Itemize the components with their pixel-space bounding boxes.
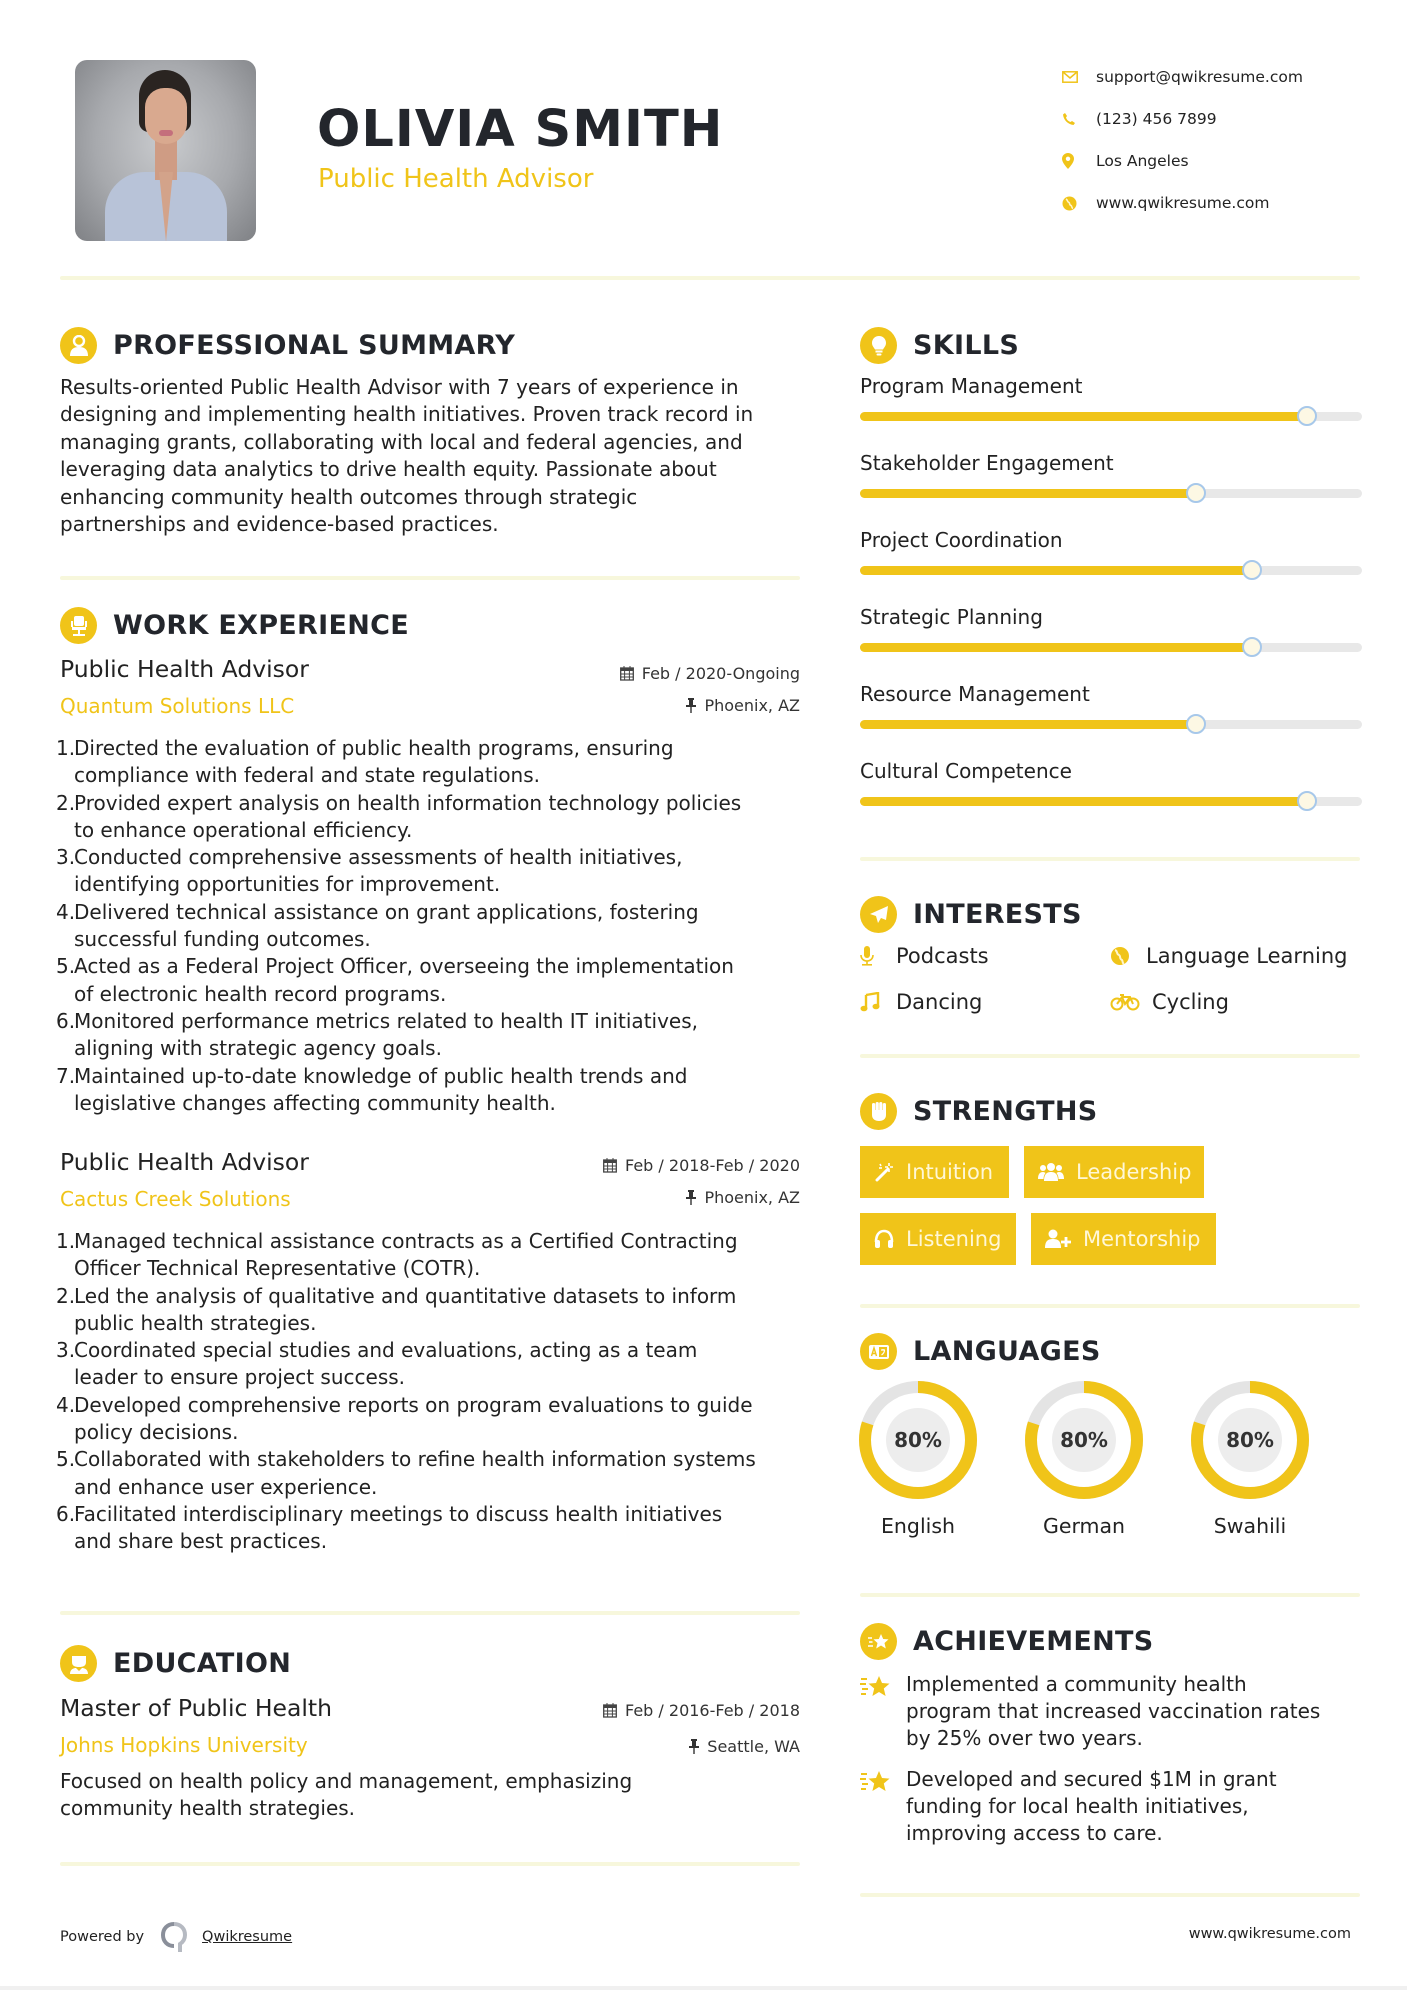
translate-icon — [860, 1333, 897, 1370]
skill-item — [860, 605, 1360, 629]
svg-text:80%: 80% — [894, 1428, 942, 1452]
skill-slider[interactable] — [860, 489, 1362, 498]
skill-label: Cultural Competence — [860, 759, 1072, 783]
duty-item: 2. Provided expert analysis on health information technology policies to enhance operational efficiency. — [56, 790, 742, 842]
achievements-divider — [860, 1893, 1360, 1897]
contact-email-text: support@qwikresume.com — [1096, 68, 1303, 86]
interest-item — [860, 944, 989, 968]
footer-website-link[interactable]: www.qwikresume.com — [1188, 1926, 1351, 1942]
duty-item: 6. Facilitated interdisciplinary meetings to discuss health initiatives and share best practices. — [56, 1501, 723, 1554]
interests-heading — [860, 896, 1082, 933]
language-label: Swahili — [1213, 1514, 1287, 1538]
job-duties — [56, 735, 816, 1117]
summary-title: PROFESSIONAL SUMMARY — [113, 330, 516, 361]
slider-thumb[interactable] — [1297, 406, 1317, 426]
profile-photo — [75, 60, 256, 241]
language-item — [1022, 1378, 1146, 1538]
calendar-icon — [620, 666, 634, 681]
users-icon — [1038, 1162, 1064, 1182]
map-marker-icon — [1060, 152, 1096, 170]
interest-label: Language Learning — [1146, 944, 1348, 968]
achievements-title: ACHIEVEMENTS — [913, 1626, 1154, 1657]
skill-slider[interactable] — [860, 412, 1362, 421]
interest-item — [1110, 944, 1347, 968]
strength-chip — [1031, 1213, 1216, 1265]
summary-line: designing and implementing health initiatives. Proven track record in — [60, 402, 754, 427]
duty-item: 5. Collaborated with stakeholders to refine health information systems and enhance user experience. — [56, 1447, 756, 1499]
language-item — [1188, 1378, 1312, 1538]
fist-icon — [860, 1093, 897, 1130]
summary-text — [60, 374, 820, 538]
job-dates-text: Feb / 2018-Feb / 2020 — [625, 1156, 800, 1175]
duty-item: 4. Delivered technical assistance on grant applications, fostering successful funding outcomes. — [56, 899, 699, 952]
strength-label: Mentorship — [1083, 1227, 1201, 1251]
shooting-star-icon — [860, 1671, 906, 1752]
page-bottom-edge — [0, 1986, 1407, 1990]
summary-line: leveraging data analytics to drive health equity. Passionate about — [60, 457, 717, 482]
education-location — [689, 1737, 800, 1756]
languages-divider — [860, 1593, 1360, 1597]
achievement-text: Developed and secured $1M in grant funding for local health initiatives, improving access to care. — [906, 1767, 1277, 1845]
summary-line: Results-oriented Public Health Advisor with 7 years of experience in — [60, 375, 739, 399]
powered-by — [60, 1921, 292, 1953]
languages-heading — [860, 1333, 1101, 1370]
job-company: Quantum Solutions LLC — [60, 694, 295, 718]
svg-text:80%: 80% — [1226, 1428, 1274, 1452]
envelope-icon — [1060, 68, 1096, 86]
skill-label: Project Coordination — [860, 528, 1063, 552]
skill-item — [860, 451, 1360, 475]
lightbulb-icon — [860, 327, 897, 364]
skills-title: SKILLS — [913, 330, 1020, 361]
interests-title: INTERESTS — [913, 899, 1082, 930]
globe-icon — [1060, 194, 1096, 212]
contact-phone-text: (123) 456 7899 — [1096, 110, 1217, 128]
job-dates — [603, 1156, 800, 1175]
achievements-heading — [860, 1623, 1154, 1660]
contact-info — [1060, 56, 1380, 224]
skill-slider[interactable] — [860, 720, 1362, 729]
candidate-title: Public Health Advisor — [318, 164, 594, 194]
job-location-text: Phoenix, AZ — [704, 1188, 800, 1207]
skill-item — [860, 759, 1360, 783]
strength-label: Intuition — [906, 1160, 994, 1184]
strength-chip — [860, 1213, 1016, 1265]
slider-thumb[interactable] — [1186, 714, 1206, 734]
skill-label: Stakeholder Engagement — [860, 451, 1114, 475]
job-title: Public Health Advisor — [60, 655, 309, 683]
achievement-item — [860, 1766, 1350, 1847]
strength-label: Listening — [906, 1227, 1002, 1251]
contact-location — [1060, 140, 1380, 182]
achievement-item — [860, 1671, 1350, 1752]
language-item — [856, 1378, 980, 1538]
job-location — [686, 696, 800, 715]
duty-item: 4. Developed comprehensive reports on program evaluations to guide policy decisions. — [56, 1392, 753, 1445]
interest-item — [860, 990, 982, 1014]
experience-heading — [60, 607, 409, 644]
summary-heading — [60, 327, 515, 364]
header-divider — [60, 276, 1360, 280]
duty-item: 1. Directed the evaluation of public health programs, ensuring compliance with federal and state regulations. — [56, 736, 674, 788]
education-dates-text: Feb / 2016-Feb / 2018 — [625, 1701, 800, 1720]
summary-divider — [60, 576, 800, 580]
experience-title: WORK EXPERIENCE — [113, 610, 409, 641]
strengths-heading — [860, 1093, 1098, 1130]
duty-item: 3. Conducted comprehensive assessments of health initiatives, identifying opportunities for improvement. — [56, 845, 683, 897]
graduate-icon — [60, 1645, 97, 1682]
contact-phone[interactable] — [1060, 98, 1380, 140]
education-description — [60, 1768, 800, 1823]
headphones-icon — [874, 1229, 894, 1249]
bicycle-icon — [1110, 993, 1146, 1011]
powered-by-label: Powered by — [60, 1929, 145, 1945]
language-label: German — [1042, 1514, 1126, 1538]
skill-item — [860, 528, 1360, 552]
skill-label: Program Management — [860, 374, 1083, 398]
duty-item: 2. Led the analysis of qualitative and quantitative datasets to inform public health strategies. — [56, 1283, 737, 1335]
duty-item: 6. Monitored performance metrics related to health IT initiatives, aligning with strategic agency goals. — [56, 1008, 699, 1061]
languages-title: LANGUAGES — [913, 1336, 1101, 1367]
skill-slider[interactable] — [860, 643, 1362, 652]
job-duties — [56, 1228, 816, 1556]
pushpin-icon — [686, 1190, 696, 1205]
calendar-icon — [603, 1158, 617, 1173]
language-ring-chart — [856, 1378, 980, 1502]
strengths-title: STRENGTHS — [913, 1096, 1098, 1127]
interest-label: Podcasts — [896, 944, 989, 968]
duty-item: 3. Coordinated special studies and evaluations, acting as a team leader to ensure project success. — [56, 1338, 698, 1390]
job-title: Public Health Advisor — [60, 1148, 309, 1176]
duty-item: 7. Maintained up-to-date knowledge of public health trends and legislative changes affecting community health. — [56, 1063, 688, 1115]
job-dates-text: Feb / 2020-Ongoing — [641, 664, 800, 683]
pushpin-icon — [686, 698, 696, 713]
strength-chip — [1024, 1146, 1204, 1198]
contact-website[interactable] — [1060, 182, 1380, 224]
education-line: Focused on health policy and management, emphasizing — [60, 1769, 633, 1793]
shooting-star-icon — [860, 1623, 897, 1660]
interests-divider — [860, 1054, 1360, 1058]
slider-thumb[interactable] — [1297, 791, 1317, 811]
contact-location-text: Los Angeles — [1096, 152, 1189, 170]
svg-text:80%: 80% — [1060, 1428, 1108, 1452]
paper-plane-icon — [860, 896, 897, 933]
strengths-divider — [860, 1304, 1360, 1308]
job-company: Cactus Creek Solutions — [60, 1187, 291, 1211]
globe-icon — [1110, 946, 1140, 966]
language-ring-chart — [1188, 1378, 1312, 1502]
skills-divider — [860, 857, 1360, 861]
summary-line: enhancing community health outcomes through strategic — [60, 484, 638, 509]
language-label: English — [880, 1514, 956, 1538]
strength-label: Leadership — [1076, 1160, 1192, 1184]
education-line: community health strategies. — [60, 1796, 356, 1821]
skill-item — [860, 682, 1360, 706]
candidate-name: OLIVIA SMITH — [317, 100, 724, 159]
duty-item: 1. Managed technical assistance contracts as a Certified Contracting Officer Technical Representative (COTR). — [56, 1229, 738, 1281]
phone-icon — [1060, 110, 1096, 128]
slider-thumb[interactable] — [1186, 483, 1206, 503]
qwikresume-link[interactable]: Qwikresume — [202, 1929, 293, 1945]
slider-thumb[interactable] — [1242, 637, 1262, 657]
job-location-text: Phoenix, AZ — [704, 696, 800, 715]
skill-slider[interactable] — [860, 797, 1362, 806]
user-icon — [60, 327, 97, 364]
user-plus-icon — [1045, 1229, 1071, 1249]
contact-website-text: www.qwikresume.com — [1096, 194, 1270, 212]
calendar-icon — [603, 1703, 617, 1718]
education-degree: Master of Public Health — [60, 1694, 333, 1722]
office-chair-icon — [60, 607, 97, 644]
education-heading — [60, 1645, 291, 1682]
skills-heading — [860, 327, 1019, 364]
education-title: EDUCATION — [113, 1648, 292, 1679]
slider-thumb[interactable] — [1242, 560, 1262, 580]
contact-email[interactable] — [1060, 56, 1380, 98]
language-ring-chart — [1022, 1378, 1146, 1502]
interest-item — [1110, 990, 1229, 1014]
shooting-star-icon — [860, 1766, 906, 1847]
skill-label: Strategic Planning — [860, 605, 1043, 629]
education-divider — [60, 1862, 800, 1866]
skill-slider[interactable] — [860, 566, 1362, 575]
duty-item: 5. Acted as a Federal Project Officer, overseeing the implementation of electronic health record programs. — [56, 954, 734, 1006]
strength-chip — [860, 1146, 1009, 1198]
microphone-icon — [860, 946, 890, 966]
magic-wand-icon — [874, 1162, 894, 1182]
education-location-text: Seattle, WA — [707, 1737, 800, 1756]
job-location — [686, 1188, 800, 1207]
job-dates — [620, 664, 800, 683]
achievement-text: Implemented a community health program that increased vaccination rates by 25% over two years. — [906, 1672, 1321, 1750]
pushpin-icon — [689, 1739, 699, 1754]
skill-label: Resource Management — [860, 682, 1090, 706]
interest-label: Cycling — [1152, 990, 1229, 1014]
qwikresume-logo-icon — [160, 1921, 188, 1953]
education-dates — [603, 1701, 800, 1720]
interest-label: Dancing — [896, 990, 983, 1014]
summary-line: partnerships and evidence-based practices. — [60, 512, 499, 537]
music-note-icon — [860, 992, 890, 1012]
summary-line: managing grants, collaborating with local and federal agencies, and — [60, 429, 743, 454]
experience-divider — [60, 1611, 800, 1615]
education-school: Johns Hopkins University — [60, 1733, 308, 1757]
skill-item — [860, 374, 1360, 398]
